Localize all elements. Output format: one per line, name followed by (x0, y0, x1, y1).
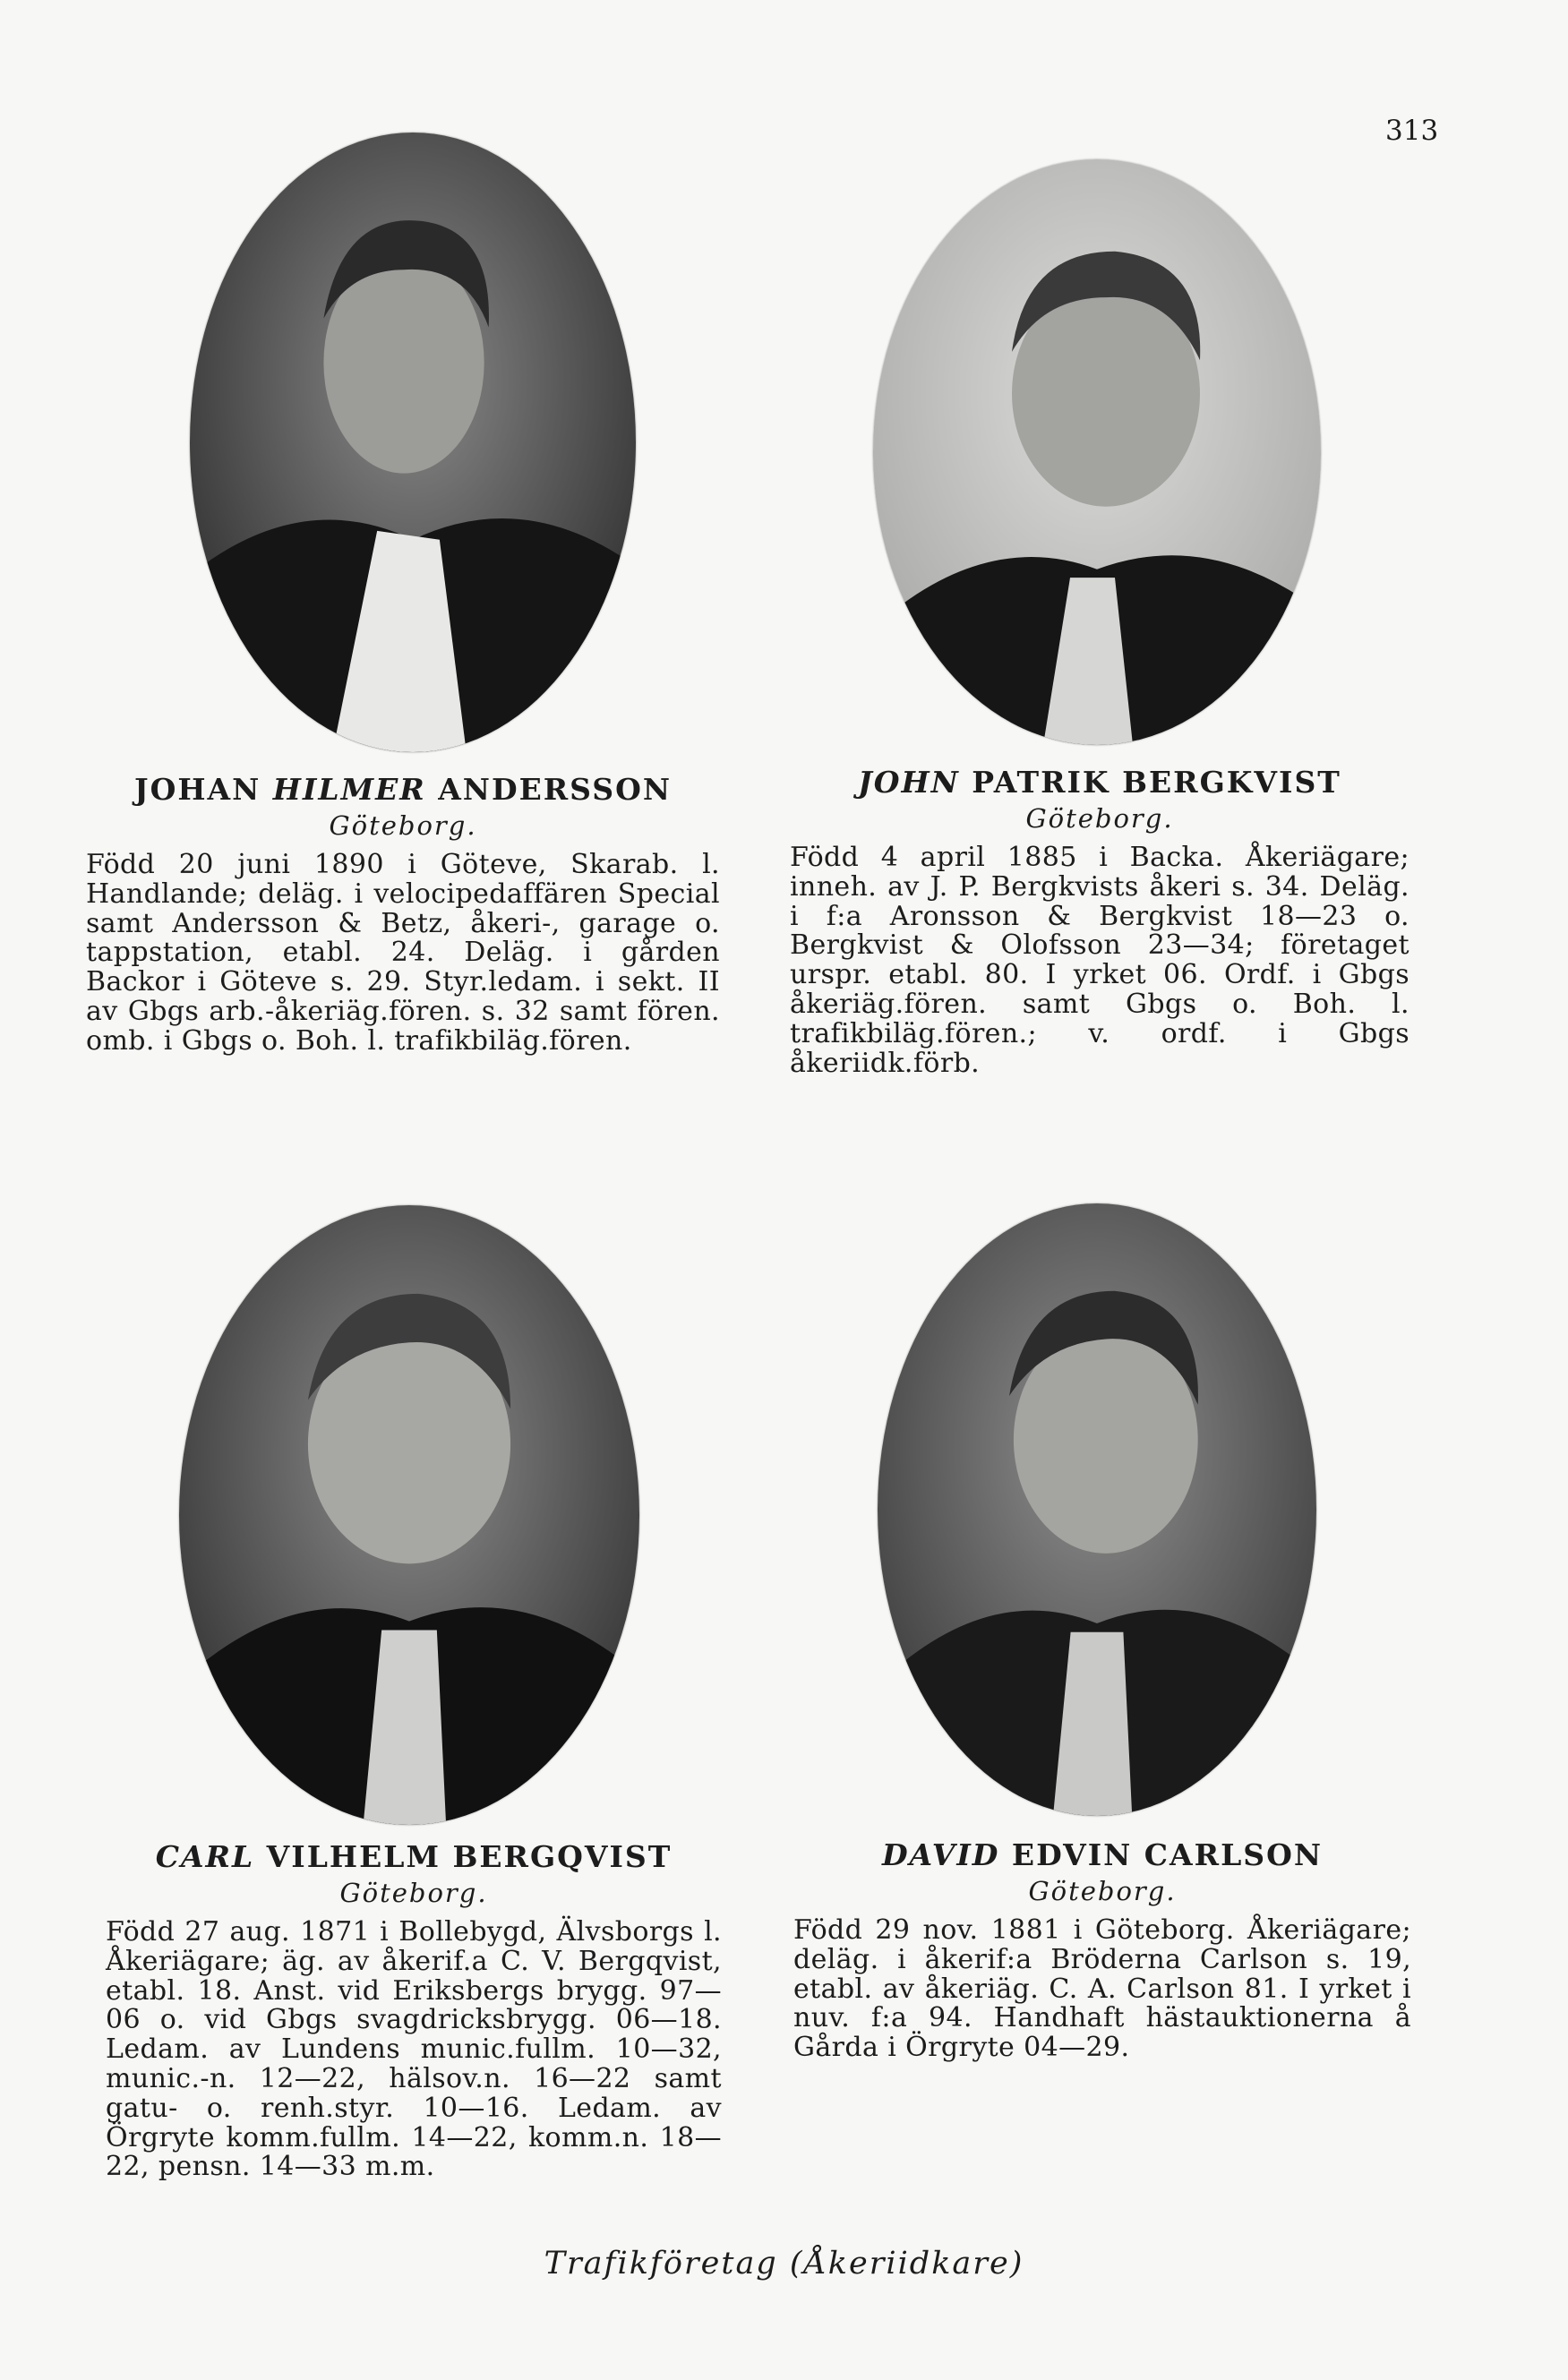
name-given: DAVID (881, 1837, 1000, 1872)
place: Göteborg. (329, 810, 477, 841)
biography-entry (793, 1837, 1411, 2063)
page-footer: Trafikföretag (Åkeriidkare) (544, 2246, 1024, 2282)
name-middle: HILMER (272, 772, 426, 807)
person-name (86, 772, 720, 808)
name-surname: VILHELM BERGQVIST (254, 1839, 673, 1874)
person-name (106, 1839, 722, 1875)
portrait-photo (878, 1203, 1316, 1816)
biography-text: Född 4 april 1885 i Backa. Åkeriägare; inneh. av J. P. Bergkvists åkeri s. 34. Deläg. i f:a Aronsson & Bergkvist 18—23 o. Bergkvist & Olofsson 23—34; företaget urspr. etabl. 80. I yrket 06. Ordf. i Gbgs åkeriäg.fören. samt Gbgs o. Boh. l. trafikbiläg.fören.; v. ordf. i Gbgs åkeriidk.förb. (790, 842, 1409, 1079)
place: Göteborg. (1028, 1876, 1177, 1906)
page-number: 313 (1385, 115, 1439, 147)
biography-text: Född 27 aug. 1871 i Bollebygd, Älvsborgs l. Åkeriägare; äg. av åkerif.a C. V. Bergqvist, etabl. 18. Anst. vid Eriksbergs brygg. 97—06 o. vid Gbgs svagdricksbrygg. 06—18. Ledam. av Lundens munic.fullm. 10—32, munic.-n. 12—22, hälsov.n. 16—22 samt gatu- o. renh.styr. 10—16. Ledam. av Örgryte komm.fullm. 14—22, komm.n. 18—22, pensn. 14—33 m.m. (106, 1916, 722, 2183)
biography-text: Född 20 juni 1890 i Göteve, Skarab. l. Handlande; deläg. i velocipedaffären Special samt Andersson & Betz, åkeri-, garage o. tappstation, etabl. 24. Deläg. i gården Backor i Göteve s. 29. Styr.ledam. i sekt. II av Gbgs arb.-åkeriäg.fören. s. 32 samt fören. omb. i Gbgs o. Boh. l. trafikbiläg.fören. (86, 849, 720, 1057)
portrait-photo (179, 1205, 639, 1825)
name-given: JOHAN (133, 772, 273, 807)
biography-entry (106, 1839, 722, 2182)
name-surname: EDVIN CARLSON (999, 1837, 1324, 1872)
person-name (790, 765, 1409, 800)
biography-entry (86, 772, 720, 1057)
place: Göteborg. (1025, 803, 1174, 834)
person-name (793, 1837, 1411, 1873)
portrait-photo (873, 159, 1321, 745)
name-given: CARL (155, 1839, 255, 1874)
portrait-photo (190, 133, 636, 752)
name-given: JOHN (858, 765, 960, 800)
name-surname: ANDERSSON (425, 772, 673, 807)
name-surname: PATRIK BERGKVIST (959, 765, 1341, 800)
place: Göteborg. (339, 1878, 488, 1908)
biography-text: Född 29 nov. 1881 i Göteborg. Åkeriägare; deläg. i åkerif:a Bröderna Carlson s. 19, etabl. av åkeriäg. C. A. Carlson 81. I yrket i nuv. f:a 94. Handhaft hästauktionerna å Gårda i Örgryte 04—29. (793, 1914, 1411, 2064)
biography-entry (790, 765, 1409, 1078)
